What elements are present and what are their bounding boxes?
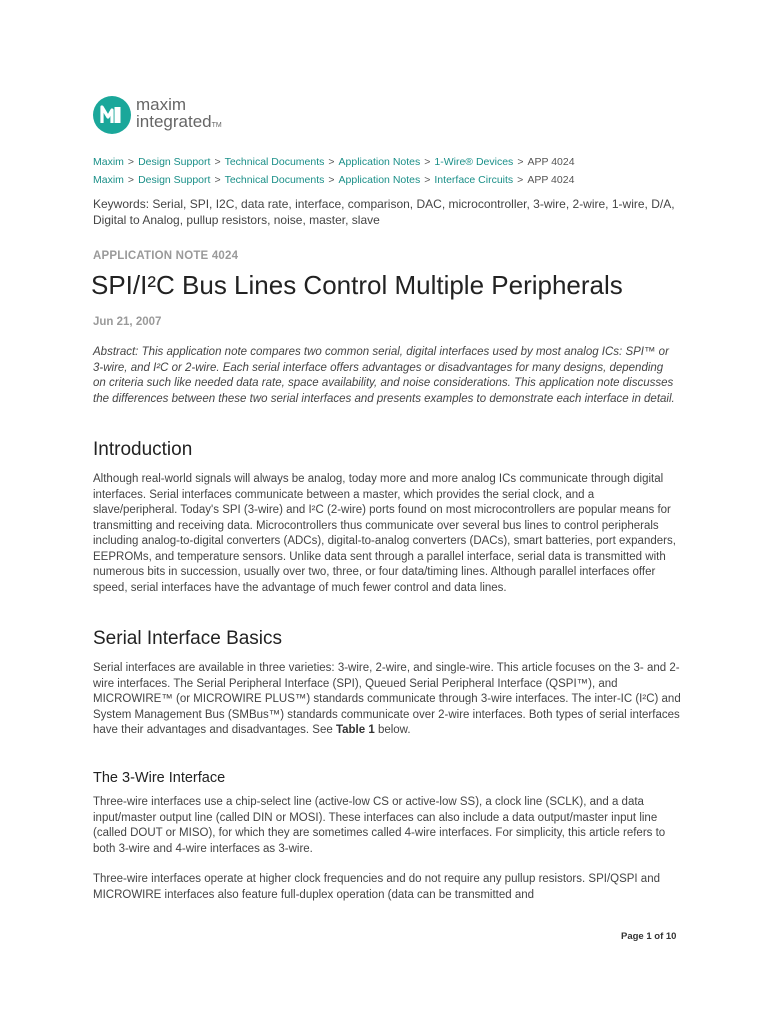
maxim-logo-icon <box>93 96 131 134</box>
heading-introduction: Introduction <box>93 439 193 460</box>
publish-date: Jun 21, 2007 <box>93 316 162 328</box>
breadcrumb-link-interface-circuits[interactable]: Interface Circuits <box>434 174 514 186</box>
logo-wordmark <box>136 96 222 134</box>
breadcrumb-current: APP 4024 <box>527 156 575 168</box>
breadcrumb-link-technical-documents[interactable]: Technical Documents <box>224 174 325 186</box>
keywords: Keywords: Serial, SPI, I2C, data rate, interface, comparison, DAC, microcontroller, 3-wire, 2-wire, 1-wire, D/A, Digital to Analog, pullup resistors, noise, master, slave <box>93 197 675 227</box>
breadcrumb-separator: > <box>214 174 221 186</box>
breadcrumb-link-design-support[interactable]: Design Support <box>138 174 211 186</box>
introduction-paragraph: Although real-world signals will always be analog, today more and more analog ICs communicate through digital interfaces. Serial interfaces communicate between a master, which provides the serial clock, and a slave/peripheral. Today's SPI (3-wire) and I²C (2-wire) ports found on most microcontrollers are popular means for transmitting and receiving data. Microcontrollers thus communicate over several bus lines to control peripherals including analog-to-digital converters (ADCs), digital-to-analog converters (DACs), smart batteries, port expanders, EEPROMs, and temperature sensors. Unlike data sent through a parallel interface, serial data is transmitted with numerous bits in succession, usually over two, three, or four data/timing lines. Although parallel interfaces offer speed, serial interfaces have the advantage of much fewer control and data lines. <box>93 473 676 594</box>
serial-basics-text-end: below. <box>374 724 411 736</box>
abstract: Abstract: This application note compares two common serial, digital interfaces used by most analog ICs: SPI™ or 3-wire, and I²C or 2-wire. Each serial interface offers advantages or disadvantages for many designs, depending on criteria such like needed data rate, space availability, and noise considerations. This application note discusses the differences between these two serial interfaces and presents examples to demonstrate each interface in detail. <box>93 346 675 405</box>
serial-basics-text: Serial interfaces are available in three varieties: 3-wire, 2-wire, and single-wire. This article focuses on the 3- and 2-wire interfaces. The Serial Peripheral Interface (SPI), Queued Serial Peripheral Interface (QSPI™), and MICROWIRE™ (or MICROWIRE PLUS™) standards communicate through 3-wire interfaces. The inter-IC (I²C) and System Management Bus (SMBus™) standards communicate over 2-wire interfaces. Both types of serial interfaces have their advantages and disadvantages. See <box>93 662 681 736</box>
logo-line-1: maxim <box>136 95 187 114</box>
breadcrumb-link-maxim[interactable]: Maxim <box>93 156 124 168</box>
three-wire-paragraph-2: Three-wire interfaces operate at higher clock frequencies and do not require any pullup resistors. SPI/QSPI and MICROWIRE interfaces also feature full-duplex operation (data can be transmitted and <box>93 873 660 901</box>
breadcrumb-separator: > <box>424 156 431 168</box>
breadcrumb-separator: > <box>127 174 135 186</box>
breadcrumb-separator: > <box>328 156 335 168</box>
breadcrumb-separator: > <box>517 174 524 186</box>
three-wire-paragraph-1: Three-wire interfaces use a chip-select line (active-low CS or active-low SS), a clock line (SCLK), and a data input/master output line (called DIN or MOSI). These interfaces can also include a data output/master input line (called DOUT or MISO), for which they are sometimes called 4-wire interfaces. For simplicity, this article refers to both 3-wire and 4-wire interfaces as 3-wire. <box>93 796 666 855</box>
breadcrumb-separator: > <box>517 156 524 168</box>
breadcrumb-separator: > <box>214 156 221 168</box>
breadcrumb-link-maxim[interactable]: Maxim <box>93 174 124 186</box>
maxim-logo[interactable] <box>93 96 222 134</box>
breadcrumb-separator: > <box>424 174 431 186</box>
breadcrumb-link-application-notes[interactable]: Application Notes <box>338 174 421 186</box>
breadcrumb-current: APP 4024 <box>527 174 575 186</box>
breadcrumb-separator: > <box>328 174 335 186</box>
page-title: SPI/I²C Bus Lines Control Multiple Peripherals <box>91 270 623 300</box>
heading-serial-interface-basics: Serial Interface Basics <box>93 628 283 649</box>
breadcrumb <box>93 174 574 186</box>
breadcrumb-separator: > <box>127 156 135 168</box>
breadcrumb-link-technical-documents[interactable]: Technical Documents <box>224 156 325 168</box>
serial-basics-paragraph <box>93 661 681 739</box>
breadcrumb-link-design-support[interactable]: Design Support <box>138 156 211 168</box>
breadcrumb-link-1-wire-devices[interactable]: 1-Wire® Devices <box>434 156 514 168</box>
logo-line-2: integrated <box>136 112 212 131</box>
page-number: Page 1 of 10 <box>621 931 677 942</box>
breadcrumb <box>93 156 575 168</box>
logo-tm: TM <box>211 122 222 129</box>
breadcrumb-link-application-notes[interactable]: Application Notes <box>338 156 421 168</box>
table-1-link[interactable]: Table 1 <box>335 724 375 736</box>
application-note-label: APPLICATION NOTE 4024 <box>93 250 239 262</box>
heading-3-wire-interface: The 3-Wire Interface <box>93 770 226 786</box>
